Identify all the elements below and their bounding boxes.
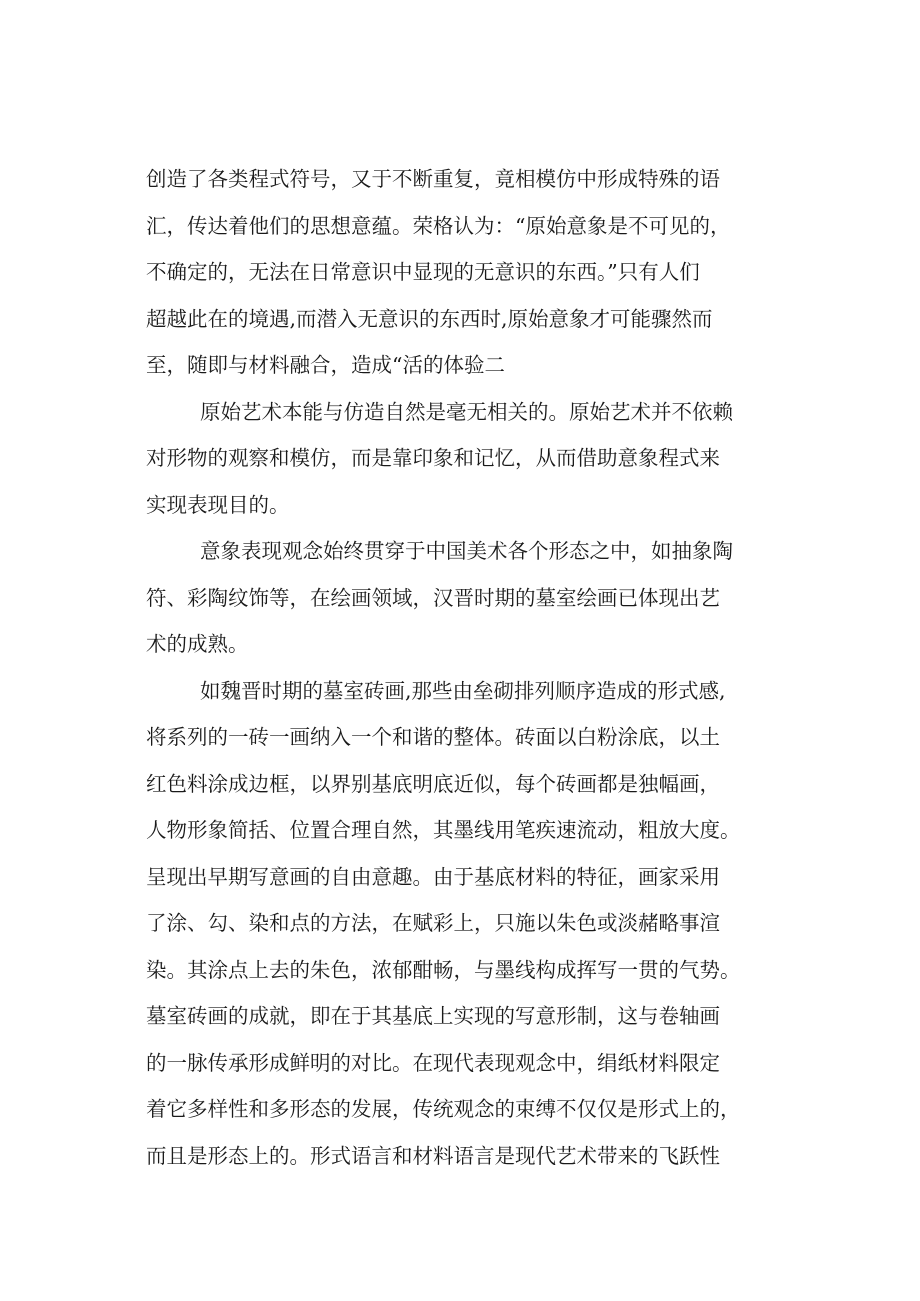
text-line: 汇，传达着他们的思想意蕴。荣格认为：“原始意象是不可见的，	[146, 213, 731, 238]
text-line: 墓室砖画的成就，即在于其基底上实现的写意形制，这与卷轴画	[146, 1004, 720, 1028]
text-line: 而且是形态上的。形式语言和材料语言是现代艺术带来的飞跃性	[146, 1143, 720, 1168]
text-line: 至，随即与材料融合，造成“活的体验二	[146, 353, 505, 377]
text-line: 术的成熟。	[146, 632, 249, 656]
text-line: 原始艺术本能与仿造自然是毫无相关的。原始艺术并不依赖	[200, 399, 733, 424]
text-line: 如魏晋时期的墓室砖画,那些由垒砌排列顺序造成的形式感,	[200, 678, 726, 703]
body-text	[146, 156, 826, 1179]
text-line: 的一脉传承形成鲜明的对比。在现代表现观念中，绢纸材料限定	[146, 1050, 720, 1075]
text-line: 不确定的，无法在日常意识中显现的无意识的东西。”只有人们	[146, 260, 700, 284]
paragraph-2	[146, 389, 826, 529]
paragraph-3	[146, 528, 826, 668]
text-line: 染。其涂点上去的朱色，浓郁酣畅，与墨线构成挥写一贯的气势。	[146, 957, 741, 982]
text-line: 意象表现观念始终贯穿于中国美术各个形态之中，如抽象陶	[200, 539, 733, 563]
text-line: 着它多样性和多形态的发展，传统观念的束缚不仅仅是形式上的，	[146, 1097, 741, 1121]
text-line: 呈现出早期写意画的自由意趣。由于基底材料的特征，画家采用	[146, 864, 720, 889]
text-line: 实现表现目的。	[146, 492, 290, 517]
text-line: 红色料涂成边框，以界别基底明底近似，每个砖画都是独幅画，	[146, 771, 720, 796]
paragraph-1	[146, 156, 826, 389]
text-line: 将系列的一砖一画纳入一个和谐的整体。砖面以白粉涂底，以土	[146, 725, 720, 749]
text-line: 创造了各类程式符号，又于不断重复，竟相模仿中形成特殊的语	[146, 167, 720, 191]
text-line: 对形物的观察和模仿，而是靠印象和记忆，从而借助意象程式来	[146, 446, 720, 470]
text-line: 符、彩陶纹饰等，在绘画领域，汉晋时期的墓室绘画已体现出艺	[146, 585, 720, 610]
text-line: 超越此在的境遇,而潜入无意识的东西时,原始意象才可能骤然而	[146, 306, 713, 331]
text-line: 人物形象简括、位置合理自然，其墨线用笔疾速流动，粗放大度。	[146, 818, 741, 842]
paragraph-4	[146, 668, 826, 1180]
text-line: 了涂、勾、染和点的方法，在赋彩上，只施以朱色或淡赭略事渲	[146, 911, 720, 935]
